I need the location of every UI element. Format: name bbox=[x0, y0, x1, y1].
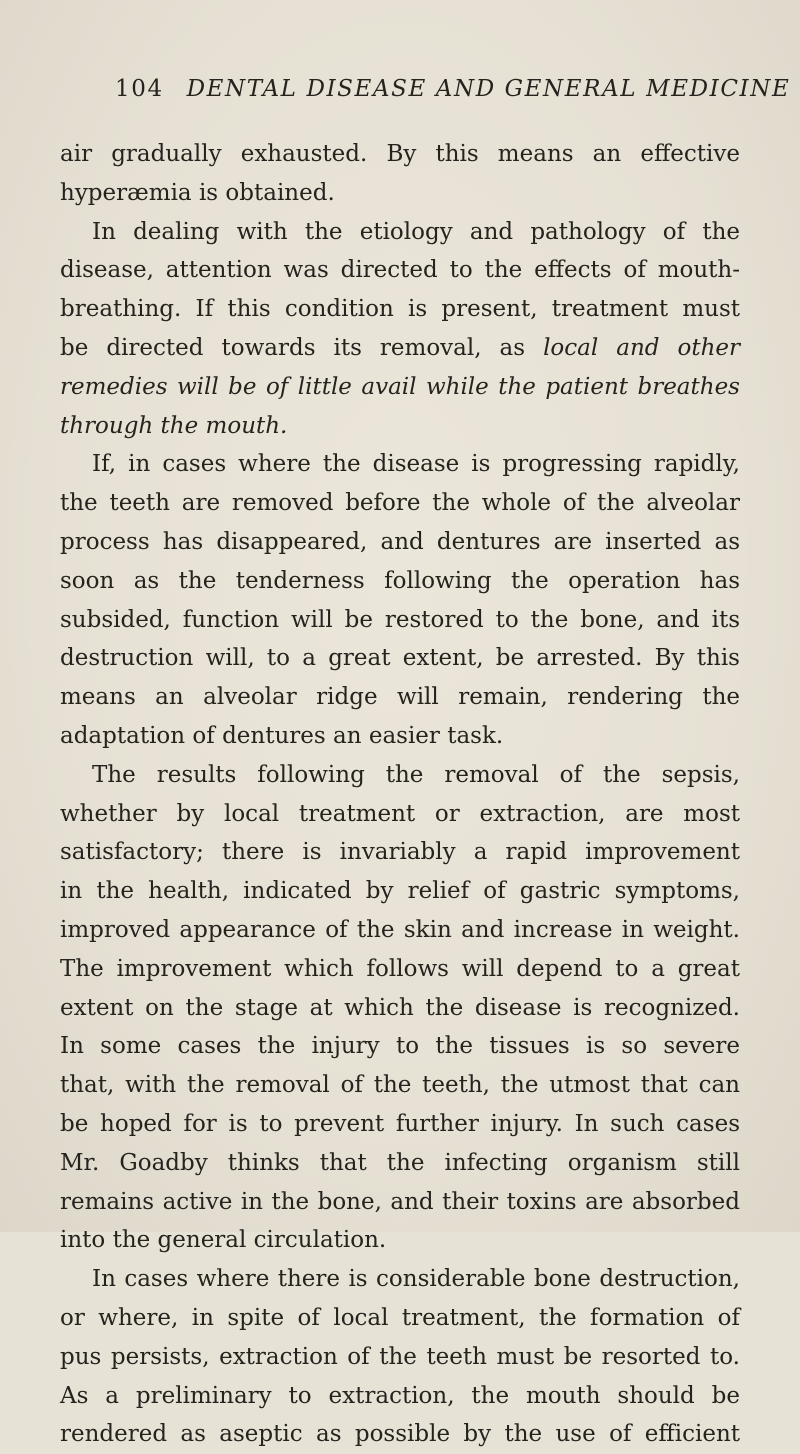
text-line: In dealing with the etiology and pathology of the bbox=[92, 218, 740, 245]
text-line: extent on the stage at which the disease is recognized. bbox=[60, 994, 740, 1021]
text-line: into the general circulation. bbox=[60, 1227, 387, 1254]
text-line bbox=[60, 407, 740, 446]
text-line: Mr. Goadby thinks that the infecting organism still bbox=[60, 1149, 740, 1176]
text-line: soon as the tenderness following the operation has bbox=[60, 567, 740, 594]
text-line: that, with the removal of the teeth, the utmost that can bbox=[60, 1072, 740, 1099]
text-line: The improvement which follows will depend to a great bbox=[60, 955, 740, 982]
text-line: In cases where there is considerable bone destruction, bbox=[92, 1266, 740, 1293]
text-line: the teeth are removed before the whole of the alveolar bbox=[60, 490, 740, 517]
text-line bbox=[60, 329, 740, 368]
text-line: improved appearance of the skin and increase in weight. bbox=[60, 916, 740, 943]
italic-line: remedies will be of little avail while the patient breathes bbox=[60, 373, 740, 400]
text-line: If, in cases where the disease is progressing rapidly, bbox=[92, 451, 740, 478]
text-line bbox=[60, 368, 740, 407]
text-segment: be directed towards its removal, as bbox=[60, 334, 526, 361]
text-line: process has disappeared, and dentures are inserted as bbox=[60, 528, 740, 555]
text-line: whether by local treatment or extraction, are most bbox=[60, 800, 740, 827]
text-line: in the health, indicated by relief of gastric symptoms, bbox=[60, 878, 740, 905]
text-line: or where, in spite of local treatment, the formation of bbox=[60, 1304, 740, 1331]
body-text bbox=[60, 135, 740, 1454]
running-title: DENTAL DISEASE AND GENERAL MEDICINE bbox=[186, 76, 791, 102]
text-line: remains active in the bone, and their toxins are absorbed bbox=[60, 1188, 740, 1215]
text-line: pus persists, extraction of the teeth must be resorted to. bbox=[60, 1343, 740, 1370]
italic-line: through the mouth. bbox=[60, 412, 288, 439]
running-header bbox=[115, 76, 791, 116]
text-line: air gradually exhausted. By this means an effective bbox=[60, 141, 740, 167]
text-line: The results following the removal of the sepsis, bbox=[92, 761, 740, 788]
text-line: rendered as aseptic as possible by the use of efficient bbox=[60, 1421, 740, 1448]
text-line: destruction will, to a great extent, be arrested. By this bbox=[60, 645, 740, 672]
text-line: subsided, function will be restored to the bone, and its bbox=[60, 606, 740, 633]
text-line: breathing. If this condition is present, treatment must bbox=[60, 296, 740, 323]
text-line: satisfactory; there is invariably a rapid improvement bbox=[60, 839, 740, 866]
text-line: In some cases the injury to the tissues is so severe bbox=[60, 1033, 740, 1060]
text-line: means an alveolar ridge will remain, rendering the bbox=[60, 684, 740, 711]
page-number: 104 bbox=[115, 76, 164, 102]
text-line: As a preliminary to extraction, the mouth should be bbox=[60, 1382, 740, 1409]
text-line: hyperæmia is obtained. bbox=[60, 179, 335, 206]
text-line: be hoped for is to prevent further injury. In such cases bbox=[60, 1110, 740, 1137]
text-line: disease, attention was directed to the effects of mouth- bbox=[60, 257, 740, 284]
text-line: adaptation of dentures an easier task. bbox=[60, 722, 504, 749]
italic-phrase: local and other bbox=[543, 334, 740, 361]
